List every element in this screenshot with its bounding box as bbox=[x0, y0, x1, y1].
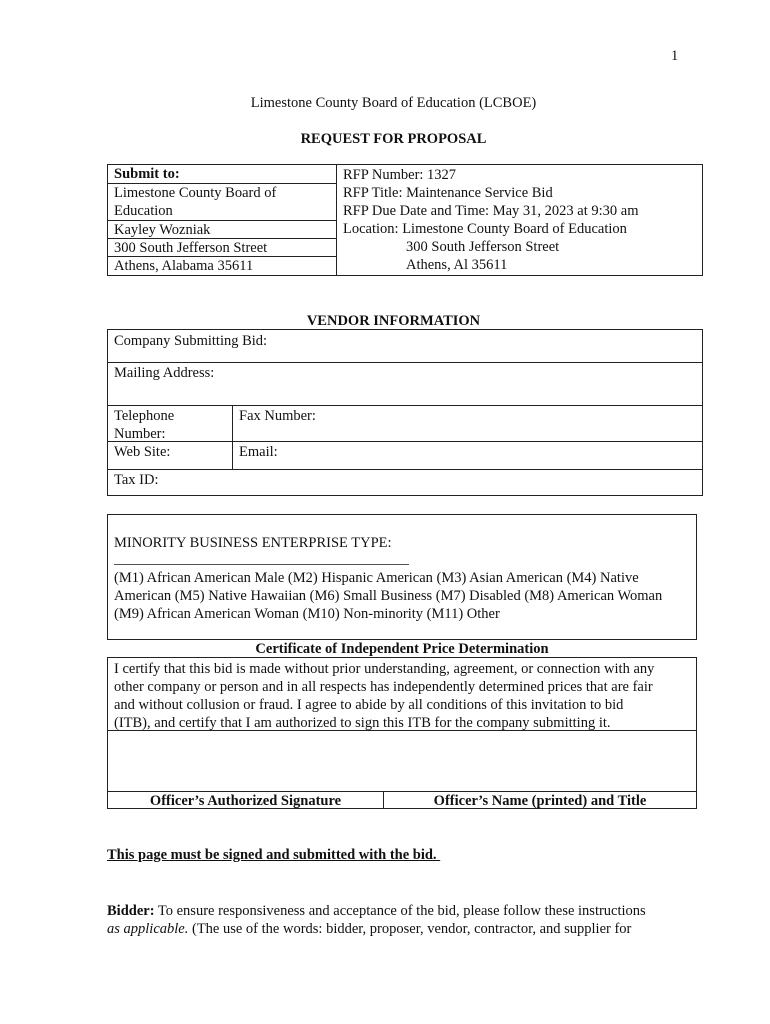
bidder-instructions: Bidder: To ensure responsiveness and acceptance of the bid, please follow these instructions as applicable. (The use of the words: bidder, proposer, vendor, contractor, and supplier for bbox=[107, 903, 646, 937]
mailing-address-field[interactable]: Mailing Address: bbox=[114, 365, 215, 381]
organization-title: Limestone County Board of Education (LCBOE) bbox=[250, 95, 537, 111]
website-field[interactable]: Web Site: bbox=[114, 444, 171, 460]
email-field[interactable]: Email: bbox=[239, 444, 278, 460]
page-number: 1 bbox=[671, 48, 679, 64]
rfp-details bbox=[343, 166, 698, 274]
submit-to-organization: Limestone County Board of Education bbox=[108, 184, 336, 221]
minority-type-label: MINORITY BUSINESS ENTERPRISE TYPE: bbox=[114, 535, 392, 551]
document-title: REQUEST FOR PROPOSAL bbox=[300, 131, 487, 147]
submit-to-heading: Submit to: bbox=[108, 165, 336, 184]
minority-type-blank[interactable] bbox=[114, 552, 409, 565]
telephone-field[interactable]: Telephone Number: bbox=[114, 408, 175, 442]
certificate-table bbox=[107, 657, 697, 809]
fax-field[interactable]: Fax Number: bbox=[239, 408, 316, 424]
certificate-title: Certificate of Independent Price Determination bbox=[255, 641, 549, 657]
rfp-location: Location: Limestone County Board of Education bbox=[343, 221, 627, 237]
rfp-number: RFP Number: 1327 bbox=[343, 167, 457, 183]
bidder-label: Bidder: bbox=[107, 903, 155, 919]
vendor-information-heading: VENDOR INFORMATION bbox=[306, 313, 481, 329]
signature-label: Officer’s Authorized Signature bbox=[149, 793, 342, 809]
minority-business-box bbox=[107, 514, 697, 640]
submit-to-column bbox=[108, 165, 337, 275]
minority-options-line2: American (M5) Native Hawaiian (M6) Small Business (M7) Disabled (M8) American Woman bbox=[114, 588, 663, 604]
certificate-text: I certify that this bid is made without prior understanding, agreement, or connection with any other company or person and in all respects has independently determined prices that are fair and without collusion or fraud. I agree to abide by all conditions of this invitation to bid (ITB), and certify that I am authorized to sign this ITB for the company submitting it. bbox=[114, 661, 655, 731]
printed-name-label: Officer’s Name (printed) and Title bbox=[433, 793, 647, 809]
signature-area[interactable] bbox=[108, 731, 696, 791]
signature-notice: This page must be signed and submitted with the bid. bbox=[107, 847, 441, 863]
submit-to-city: Athens, Alabama 35611 bbox=[114, 258, 254, 274]
submit-to-contact: Kayley Wozniak bbox=[108, 221, 336, 239]
rfp-due-date: RFP Due Date and Time: May 31, 2023 at 9:30 am bbox=[343, 203, 639, 219]
rfp-location-street: 300 South Jefferson Street bbox=[406, 239, 560, 255]
minority-options-line3: (M9) African American Woman (M10) Non-minority (M11) Other bbox=[114, 606, 500, 622]
tax-id-field[interactable]: Tax ID: bbox=[114, 472, 159, 488]
submit-to-street: 300 South Jefferson Street bbox=[108, 239, 336, 257]
submit-to-table bbox=[107, 164, 703, 276]
minority-options-line1: (M1) African American Male (M2) Hispanic American (M3) Asian American (M4) Native bbox=[114, 570, 639, 586]
company-field[interactable]: Company Submitting Bid: bbox=[114, 333, 268, 349]
vendor-information-table bbox=[107, 329, 703, 496]
rfp-location-city: Athens, Al 35611 bbox=[406, 257, 508, 273]
rfp-title: RFP Title: Maintenance Service Bid bbox=[343, 185, 553, 201]
